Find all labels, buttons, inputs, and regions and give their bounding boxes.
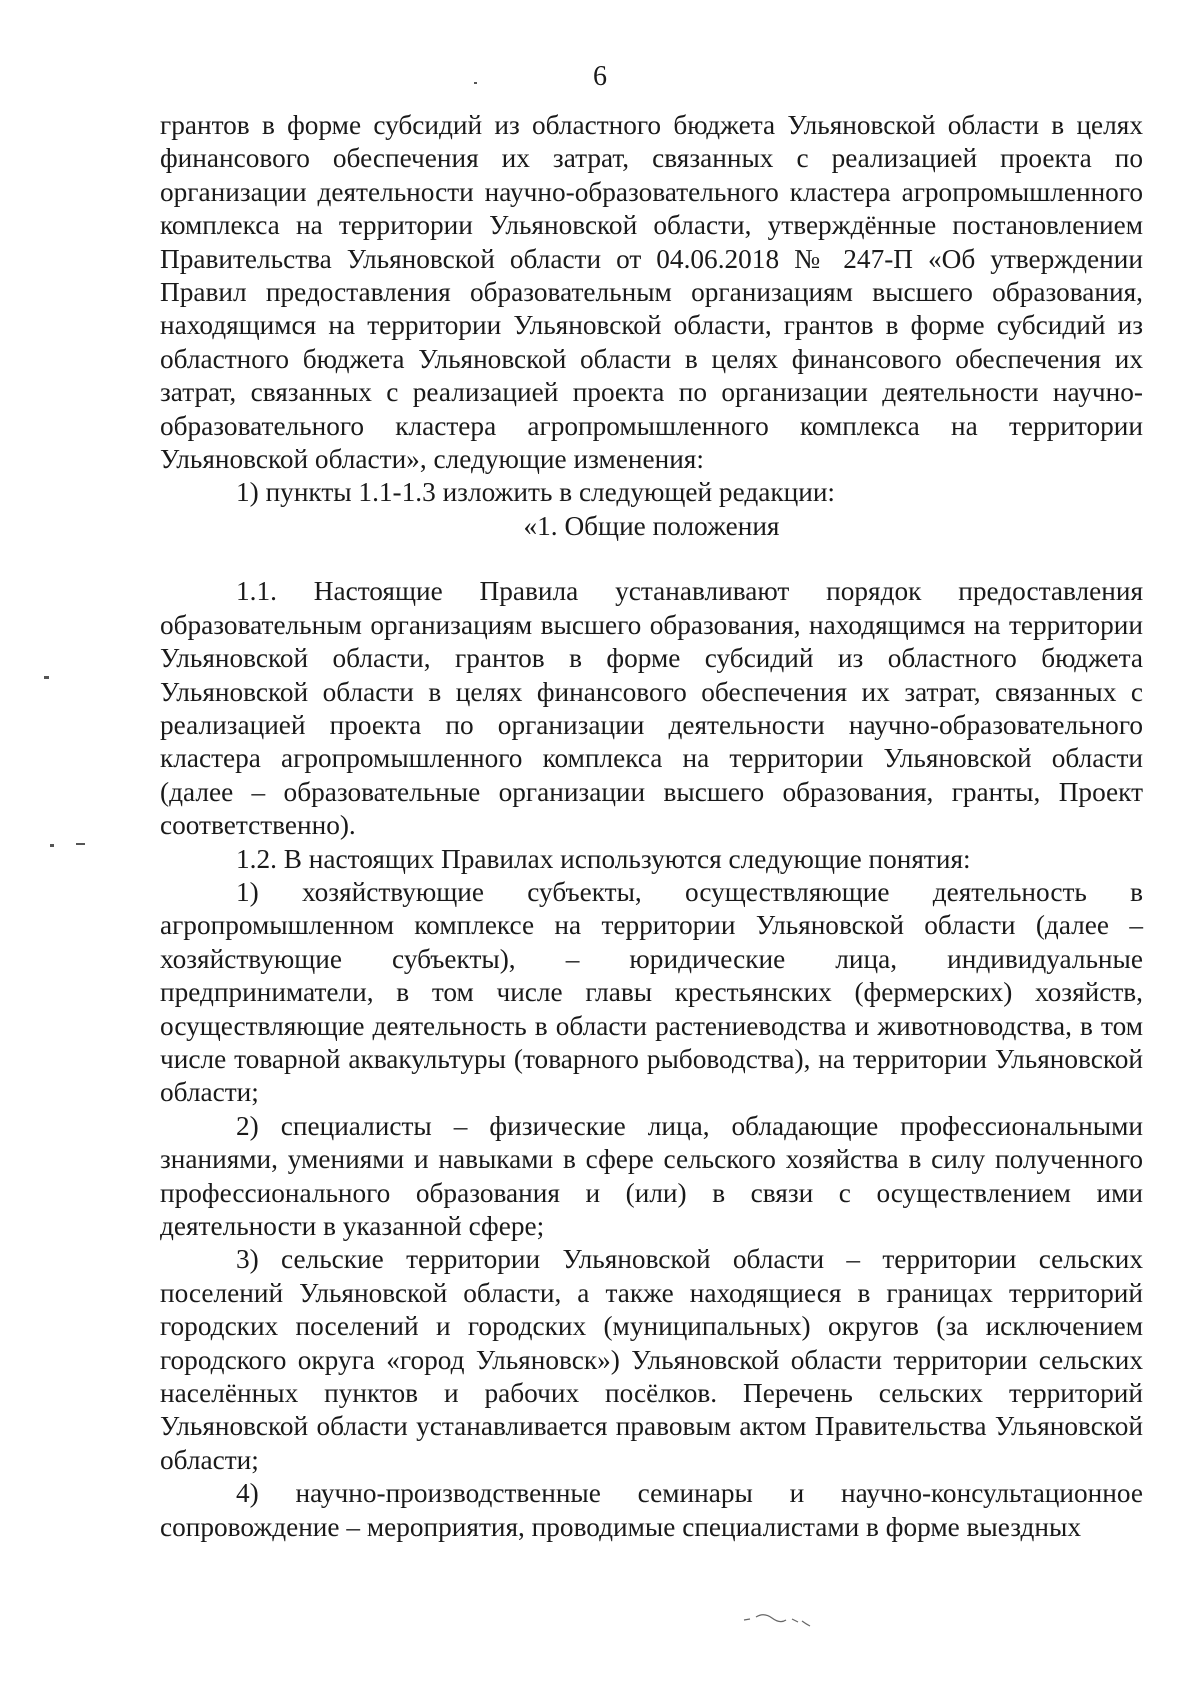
paragraph-1-2: 1.2. В настоящих Правилах используются следующие понятия: <box>236 843 971 874</box>
paragraph-continuation: грантов в форме субсидий из областного бюджета Ульяновской области в целях финансового обеспечения их затрат, связанных с реализацией проекта по организации деятельности научно-образовательного кластера агропромышленного комплекса на территории Ульяновской области, утверждённые постановлением Правительства Ульяновской области от 04.06.2018 № 247-П «Об утверждении Правил предоставления образовательным организациям высшего образования, находящимся на территории Ульяновской области, грантов в форме субсидий из областного бюджета Ульяновской области в целях финансового обеспечения их затрат, связанных с реализацией проекта по организации деятельности научно-образовательного кластера агропромышленного комплекса на территории Ульяновской области», следующие изменения: <box>160 110 1143 475</box>
scan-speck <box>474 82 477 84</box>
definition-4: 4) научно-производственные семинары и научно-консультационное сопровождение – мероприятия, проводимые специалистами в форме выездных <box>160 1478 1143 1542</box>
definition-1: 1) хозяйствующие субъекты, осуществляющие деятельность в агропромышленном комплексе на территории Ульяновской области (далее – хозяйствующие субъекты), – юридические лица, индивидуальные предприниматели, в том числе главы крестьянских (фермерских) хозяйств, осуществляющие деятельность в области растениеводства и животноводства, в том числе товарной аквакультуры (товарного рыбоводства), на территории Ульяновской области; <box>160 876 1143 1108</box>
blank-line <box>160 543 1143 575</box>
scan-speck <box>50 844 54 847</box>
document-body <box>160 109 1143 1544</box>
section-heading: «1. Общие положения <box>523 510 780 541</box>
scan-mark <box>740 1608 820 1628</box>
definition-2: 2) специалисты – физические лица, обладающие профессиональными знаниями, умениями и навыками в сфере сельского хозяйства в силу полученного профессионального образования и (или) в связи с осуществлением ими деятельности в указанной сфере; <box>160 1110 1143 1241</box>
scan-speck <box>76 843 85 845</box>
scan-speck <box>44 676 49 679</box>
definition-3: 3) сельские территории Ульяновской области – территории сельских поселений Ульяновской области, а также находящиеся в границах территорий городских поселений и городских (муниципальных) округов (за исключением городского округа «город Ульяновск») Ульяновской области территории сельских населённых пунктов и рабочих посёлков. Перечень сельских территорий Ульяновской области устанавливается правовым актом Правительства Ульяновской области; <box>160 1244 1143 1475</box>
paragraph-item-1: 1) пункты 1.1-1.3 изложить в следующей редакции: <box>236 477 836 508</box>
paragraph-1-1: 1.1. Настоящие Правила устанавливают порядок предоставления образовательным организациям высшего образования, находящимся на территории Ульяновской области, грантов в форме субсидий из областного бюджета Ульяновской области в целях финансового обеспечения их затрат, связанных с реализацией проекта по организации деятельности научно-образовательного кластера агропромышленного комплекса на территории Ульяновской области (далее – образовательные организации высшего образования, гранты, Проект соответственно). <box>160 576 1143 841</box>
page-number: 6 <box>593 61 607 92</box>
